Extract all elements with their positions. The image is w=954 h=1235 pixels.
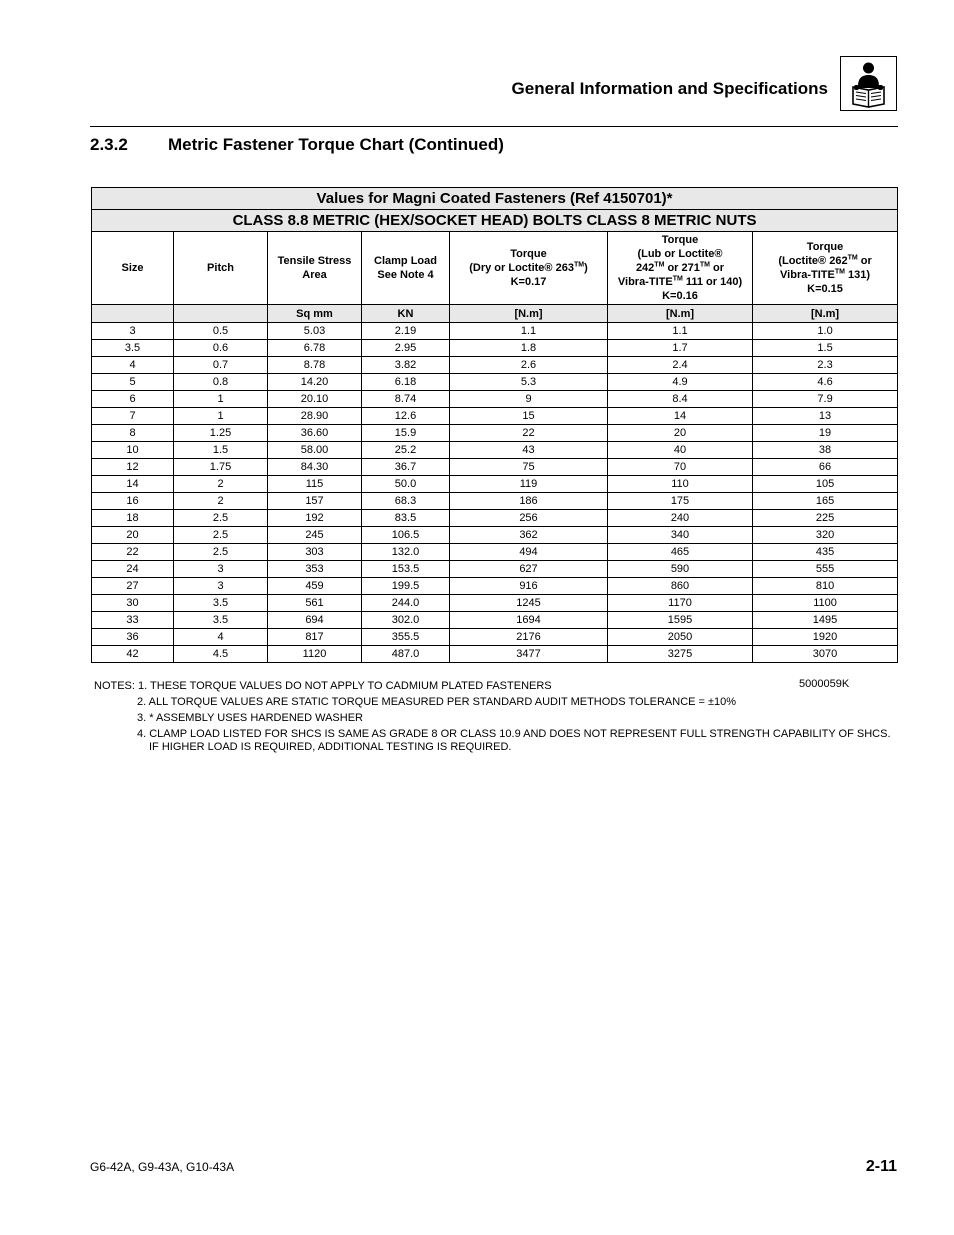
table-cell: 83.5 bbox=[362, 510, 450, 527]
table-cell: 36 bbox=[92, 629, 174, 646]
table-cell: 1.25 bbox=[174, 425, 268, 442]
table-cell: 20 bbox=[92, 527, 174, 544]
table-row bbox=[92, 561, 898, 578]
table-row bbox=[92, 459, 898, 476]
table-cell: 4 bbox=[92, 357, 174, 374]
table-cell: 561 bbox=[268, 595, 362, 612]
table-cell: 157 bbox=[268, 493, 362, 510]
note-4-continued: IF HIGHER LOAD IS REQUIRED, ADDITIONAL TESTING IS REQUIRED. bbox=[149, 741, 512, 753]
table-cell: 18 bbox=[92, 510, 174, 527]
header-pitch: Pitch bbox=[174, 232, 268, 305]
torque-table bbox=[91, 187, 898, 663]
table-cell: 555 bbox=[753, 561, 898, 578]
table-cell: 5 bbox=[92, 374, 174, 391]
header-torque-loctite: Torque (Loctite® 262™ or Vibra-TITE™ 131) K=0.15 bbox=[753, 232, 898, 305]
table-cell: 694 bbox=[268, 612, 362, 629]
table-cell: 12.6 bbox=[362, 408, 450, 425]
table-cell: 0.8 bbox=[174, 374, 268, 391]
table-cell: 1920 bbox=[753, 629, 898, 646]
table-cell: 2050 bbox=[608, 629, 753, 646]
table-cell: 3.5 bbox=[92, 340, 174, 357]
table-row bbox=[92, 493, 898, 510]
table-cell: 2176 bbox=[450, 629, 608, 646]
table-cell: 916 bbox=[450, 578, 608, 595]
table-cell: 165 bbox=[753, 493, 898, 510]
table-cell: 199.5 bbox=[362, 578, 450, 595]
table-cell: 1.7 bbox=[608, 340, 753, 357]
table-cell: 1 bbox=[174, 408, 268, 425]
table-cell: 27 bbox=[92, 578, 174, 595]
table-cell: 1.5 bbox=[174, 442, 268, 459]
table-cell: 8.78 bbox=[268, 357, 362, 374]
table-cell: 225 bbox=[753, 510, 898, 527]
table-cell: 6.18 bbox=[362, 374, 450, 391]
table-cell: 1120 bbox=[268, 646, 362, 663]
table-cell: 487.0 bbox=[362, 646, 450, 663]
table-title: Values for Magni Coated Fasteners (Ref 4150701)* bbox=[92, 188, 898, 210]
table-cell: 3 bbox=[174, 561, 268, 578]
table-cell: 2.95 bbox=[362, 340, 450, 357]
table-cell: 4.9 bbox=[608, 374, 753, 391]
table-cell: 22 bbox=[450, 425, 608, 442]
table-cell: 40 bbox=[608, 442, 753, 459]
table-body bbox=[92, 323, 898, 663]
table-row bbox=[92, 340, 898, 357]
table-cell: 355.5 bbox=[362, 629, 450, 646]
table-row bbox=[92, 578, 898, 595]
table-cell: 5.3 bbox=[450, 374, 608, 391]
table-cell: 0.6 bbox=[174, 340, 268, 357]
table-cell: 9 bbox=[450, 391, 608, 408]
table-cell: 1595 bbox=[608, 612, 753, 629]
table-cell: 1170 bbox=[608, 595, 753, 612]
table-cell: 192 bbox=[268, 510, 362, 527]
table-cell: 1.1 bbox=[608, 323, 753, 340]
table-cell: 6.78 bbox=[268, 340, 362, 357]
table-cell: 4.5 bbox=[174, 646, 268, 663]
table-cell: 465 bbox=[608, 544, 753, 561]
table-cell: 68.3 bbox=[362, 493, 450, 510]
page-header-title: General Information and Specifications bbox=[511, 79, 828, 98]
table-cell: 4 bbox=[174, 629, 268, 646]
table-cell: 15.9 bbox=[362, 425, 450, 442]
document-code: 5000059K bbox=[799, 678, 850, 690]
table-cell: 320 bbox=[753, 527, 898, 544]
table-cell: 256 bbox=[450, 510, 608, 527]
table-row bbox=[92, 323, 898, 340]
table-cell: 153.5 bbox=[362, 561, 450, 578]
table-subtitle: CLASS 8.8 METRIC (HEX/SOCKET HEAD) BOLTS CLASS 8 METRIC NUTS bbox=[92, 210, 898, 232]
table-row bbox=[92, 476, 898, 493]
table-cell: 0.7 bbox=[174, 357, 268, 374]
table-cell: 3.82 bbox=[362, 357, 450, 374]
table-cell: 860 bbox=[608, 578, 753, 595]
note-4: 4. CLAMP LOAD LISTED FOR SHCS IS SAME AS GRADE 8 OR CLASS 10.9 AND DOES NOT REPRESENT FULL STRENGTH CAPABILITY OF SHCS. bbox=[137, 728, 891, 740]
table-cell: 303 bbox=[268, 544, 362, 561]
table-cell: 435 bbox=[753, 544, 898, 561]
table-cell: 105 bbox=[753, 476, 898, 493]
table-units-row bbox=[92, 305, 898, 323]
table-cell: 25.2 bbox=[362, 442, 450, 459]
table-cell: 8.4 bbox=[608, 391, 753, 408]
table-cell: 2.5 bbox=[174, 510, 268, 527]
notes-block bbox=[94, 678, 894, 753]
table-cell: 2.5 bbox=[174, 544, 268, 561]
table-row bbox=[92, 595, 898, 612]
table-cell: 13 bbox=[753, 408, 898, 425]
table-cell: 14 bbox=[92, 476, 174, 493]
table-cell: 84.30 bbox=[268, 459, 362, 476]
table-cell: 1.8 bbox=[450, 340, 608, 357]
table-cell: 33 bbox=[92, 612, 174, 629]
table-cell: 6 bbox=[92, 391, 174, 408]
table-cell: 340 bbox=[608, 527, 753, 544]
table-cell: 15 bbox=[450, 408, 608, 425]
table-cell: 3 bbox=[174, 578, 268, 595]
note-2: 2. ALL TORQUE VALUES ARE STATIC TORQUE MEASURED PER STANDARD AUDIT METHODS TOLERANCE = ±10% bbox=[137, 696, 737, 708]
table-cell: 186 bbox=[450, 493, 608, 510]
manual-reader-icon bbox=[840, 56, 897, 111]
table-cell: 2.4 bbox=[608, 357, 753, 374]
table-cell: 36.60 bbox=[268, 425, 362, 442]
table-row bbox=[92, 544, 898, 561]
table-cell: 30 bbox=[92, 595, 174, 612]
unit-cell bbox=[92, 305, 174, 323]
table-cell: 106.5 bbox=[362, 527, 450, 544]
table-cell: 245 bbox=[268, 527, 362, 544]
unit-cell bbox=[174, 305, 268, 323]
header-tensile-stress: Tensile Stress Area bbox=[268, 232, 362, 305]
table-cell: 75 bbox=[450, 459, 608, 476]
table-row bbox=[92, 425, 898, 442]
table-cell: 2.19 bbox=[362, 323, 450, 340]
table-cell: 1694 bbox=[450, 612, 608, 629]
table-cell: 110 bbox=[608, 476, 753, 493]
table-cell: 1 bbox=[174, 391, 268, 408]
table-cell: 115 bbox=[268, 476, 362, 493]
table-cell: 43 bbox=[450, 442, 608, 459]
table-cell: 36.7 bbox=[362, 459, 450, 476]
header-size: Size bbox=[92, 232, 174, 305]
table-cell: 3.5 bbox=[174, 612, 268, 629]
table-cell: 12 bbox=[92, 459, 174, 476]
table-row bbox=[92, 442, 898, 459]
table-cell: 2 bbox=[174, 493, 268, 510]
table-cell: 3275 bbox=[608, 646, 753, 663]
unit-cell: [N.m] bbox=[753, 305, 898, 323]
table-cell: 1495 bbox=[753, 612, 898, 629]
footer-models: G6-42A, G9-43A, G10-43A bbox=[90, 1160, 235, 1174]
table-cell: 0.5 bbox=[174, 323, 268, 340]
table-row bbox=[92, 408, 898, 425]
table-cell: 810 bbox=[753, 578, 898, 595]
section-number: 2.3.2 bbox=[90, 135, 128, 154]
table-cell: 2.5 bbox=[174, 527, 268, 544]
section-title: Metric Fastener Torque Chart (Continued) bbox=[168, 135, 504, 154]
table-cell: 1.1 bbox=[450, 323, 608, 340]
table-cell: 353 bbox=[268, 561, 362, 578]
table-cell: 50.0 bbox=[362, 476, 450, 493]
unit-cell: KN bbox=[362, 305, 450, 323]
table-cell: 20.10 bbox=[268, 391, 362, 408]
table-cell: 362 bbox=[450, 527, 608, 544]
table-cell: 3.5 bbox=[174, 595, 268, 612]
header-torque-lub: Torque (Lub or Loctite® 242™ or 271™ or Vibra-TITE™ 111 or 140) K=0.16 bbox=[608, 232, 753, 305]
table-cell: 459 bbox=[268, 578, 362, 595]
table-cell: 66 bbox=[753, 459, 898, 476]
table-cell: 494 bbox=[450, 544, 608, 561]
table-cell: 24 bbox=[92, 561, 174, 578]
table-cell: 7 bbox=[92, 408, 174, 425]
note-3: 3. * ASSEMBLY USES HARDENED WASHER bbox=[137, 712, 363, 724]
table-cell: 4.6 bbox=[753, 374, 898, 391]
table-cell: 14 bbox=[608, 408, 753, 425]
table-cell: 16 bbox=[92, 493, 174, 510]
table-cell: 42 bbox=[92, 646, 174, 663]
table-cell: 8.74 bbox=[362, 391, 450, 408]
table-row bbox=[92, 357, 898, 374]
table-cell: 3477 bbox=[450, 646, 608, 663]
table-cell: 590 bbox=[608, 561, 753, 578]
note-1: NOTES: 1. THESE TORQUE VALUES DO NOT APPLY TO CADMIUM PLATED FASTENERS bbox=[94, 680, 552, 692]
table-cell: 58.00 bbox=[268, 442, 362, 459]
table-cell: 175 bbox=[608, 493, 753, 510]
table-cell: 38 bbox=[753, 442, 898, 459]
header-torque-dry: Torque (Dry or Loctite® 263™) K=0.17 bbox=[450, 232, 608, 305]
unit-cell: [N.m] bbox=[608, 305, 753, 323]
table-cell: 817 bbox=[268, 629, 362, 646]
header-divider bbox=[90, 126, 898, 127]
table-row bbox=[92, 391, 898, 408]
table-cell: 1.75 bbox=[174, 459, 268, 476]
table-cell: 2 bbox=[174, 476, 268, 493]
table-cell: 302.0 bbox=[362, 612, 450, 629]
table-cell: 1.0 bbox=[753, 323, 898, 340]
table-cell: 20 bbox=[608, 425, 753, 442]
table-cell: 10 bbox=[92, 442, 174, 459]
table-cell: 70 bbox=[608, 459, 753, 476]
table-cell: 119 bbox=[450, 476, 608, 493]
table-cell: 3 bbox=[92, 323, 174, 340]
table-cell: 2.6 bbox=[450, 357, 608, 374]
table-row bbox=[92, 527, 898, 544]
page-number: 2-11 bbox=[865, 1158, 897, 1175]
table-cell: 8 bbox=[92, 425, 174, 442]
table-cell: 28.90 bbox=[268, 408, 362, 425]
table-cell: 14.20 bbox=[268, 374, 362, 391]
table-cell: 22 bbox=[92, 544, 174, 561]
table-cell: 3070 bbox=[753, 646, 898, 663]
table-cell: 5.03 bbox=[268, 323, 362, 340]
table-cell: 7.9 bbox=[753, 391, 898, 408]
table-header-row bbox=[92, 232, 898, 305]
table-cell: 19 bbox=[753, 425, 898, 442]
table-row bbox=[92, 510, 898, 527]
table-cell: 132.0 bbox=[362, 544, 450, 561]
unit-cell: Sq mm bbox=[268, 305, 362, 323]
table-row bbox=[92, 374, 898, 391]
table-row bbox=[92, 629, 898, 646]
table-cell: 2.3 bbox=[753, 357, 898, 374]
table-cell: 627 bbox=[450, 561, 608, 578]
table-cell: 1.5 bbox=[753, 340, 898, 357]
table-cell: 1100 bbox=[753, 595, 898, 612]
table-row bbox=[92, 612, 898, 629]
table-cell: 244.0 bbox=[362, 595, 450, 612]
table-cell: 240 bbox=[608, 510, 753, 527]
header-clamp-load: Clamp Load See Note 4 bbox=[362, 232, 450, 305]
unit-cell: [N.m] bbox=[450, 305, 608, 323]
table-row bbox=[92, 646, 898, 663]
table-cell: 1245 bbox=[450, 595, 608, 612]
